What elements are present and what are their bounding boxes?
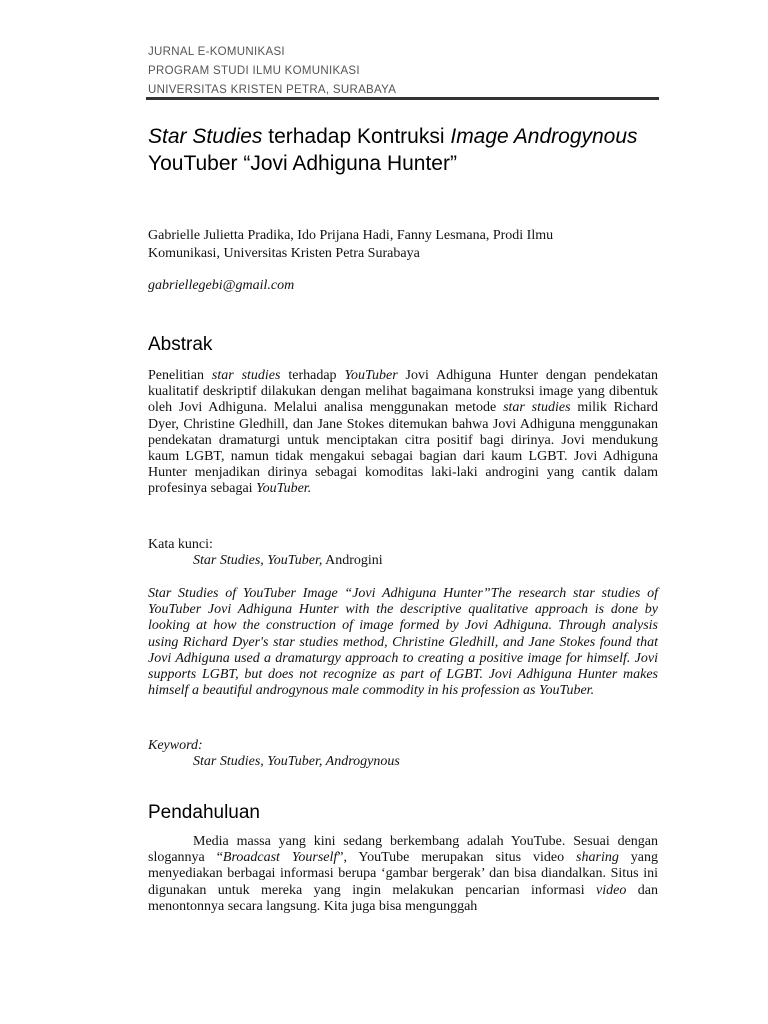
english-abstract-text: Star Studies of YouTuber Image “Jovi Adhiguna Hunter”The research star studies of YouTuber Jovi Adhiguna Hunter with the descriptive qualitative approach is done by looking at how the construction of image formed by Jovi Adhiguna. Through analysis using Richard Dyer's star studies method, Christine Gledhill, and Jane Stokes found that Jovi Adhiguna used a dramaturgy approach to creating a positive image for himself. Jovi supports LGBT, but does not recognize as part of LGBT. Jovi Adhiguna Hunter makes himself a beautiful androgynous male commodity in his profession as YouTuber. — [148, 586, 658, 699]
abstrak-italic: YouTuber. — [256, 481, 312, 497]
pendahuluan-text: Media massa yang kini sedang berkembang adalah YouTube. Sesuai dengan slogannya “ — [148, 834, 658, 866]
kata-kunci-italic: Star Studies, YouTuber, — [193, 553, 323, 568]
pendahuluan-italic: Broadcast Yourself — [222, 850, 338, 866]
abstrak-text: terhadap — [280, 368, 345, 383]
title-italic-1: Star Studies — [148, 125, 263, 148]
pendahuluan-heading: Pendahuluan — [148, 802, 260, 823]
author-email[interactable]: gabriellegebi@gmail.com — [148, 278, 295, 293]
keyword-label-text: Keyword: — [148, 738, 203, 753]
pendahuluan-italic: video — [596, 882, 627, 898]
kata-kunci-label: Kata kunci: — [148, 537, 213, 552]
title-italic-3: Image Androgynous — [450, 125, 638, 148]
keyword-values-text: Star Studies, YouTuber, Androgynous — [193, 754, 400, 769]
english-abstract — [148, 586, 658, 699]
university-name: UNIVERSITAS KRISTEN PETRA, SURABAYA — [148, 84, 397, 96]
title-text-2: terhadap Kontruksi — [262, 125, 451, 148]
title-text-4: YouTuber “Jovi Adhiguna Hunter” — [148, 152, 457, 175]
kata-kunci-text: Androgini — [322, 553, 383, 568]
pendahuluan-italic: sharing — [576, 850, 619, 866]
pendahuluan-text: ”, YouTube merupakan situs video — [337, 850, 577, 866]
kata-kunci-values — [148, 553, 383, 569]
abstrak-text: Jovi Adhiguna Hunter dengan pendekatan kualitatif deskriptif dilakukan dengan melihat bagaimana konstruksi image yang dibentuk oleh Jovi Adhiguna. Melalui analisa menggunakan metode — [148, 368, 658, 416]
paper-title — [148, 123, 648, 177]
abstrak-italic: star studies — [503, 400, 571, 416]
abstrak-italic: star studies — [211, 368, 281, 383]
keyword-label — [148, 738, 203, 754]
abstrak-text: milik Richard Dyer, Christine Gledhill, dan Jane Stokes ditemukan bahwa Jovi Adhiguna menggunakan pendekatan dramaturgi untuk menciptakan citra positif bagi dirinya. Jovi mendukung kaum LGBT, namun tidak mengakui sebagai bagian dari kaum LGBT. Jovi Adhiguna Hunter menjadikan dirinya sebagai komoditas laki-laki androgini yang cantik dalam profesinya sebagai — [148, 400, 658, 497]
author-list: Gabrielle Julietta Pradika, Ido Prijana Hadi, Fanny Lesmana, Prodi Ilmu Komunikasi, Universitas Kristen Petra Surabaya — [148, 228, 554, 261]
pendahuluan-text: dan menontonnya secara langsung. Kita juga bisa mengunggah — [148, 882, 658, 914]
pendahuluan-text: yang menyediakan berbagai informasi berupa ‘gambar bergerak’ dan bisa diandalkan. Situs ini digunakan untuk mereka yang ingin melakukan pencarian informasi — [148, 850, 658, 898]
abstrak-paragraph — [148, 368, 658, 498]
keyword-values — [148, 754, 400, 770]
journal-header — [148, 43, 396, 100]
journal-name: JURNAL E-KOMUNIKASI — [148, 46, 285, 58]
abstrak-italic: YouTuber — [344, 368, 398, 383]
abstrak-heading: Abstrak — [148, 334, 213, 355]
program-name: PROGRAM STUDI ILMU KOMUNIKASI — [148, 65, 360, 77]
header-rule — [146, 97, 659, 100]
abstrak-text: Penelitian — [148, 368, 212, 383]
pendahuluan-paragraph — [148, 834, 658, 915]
